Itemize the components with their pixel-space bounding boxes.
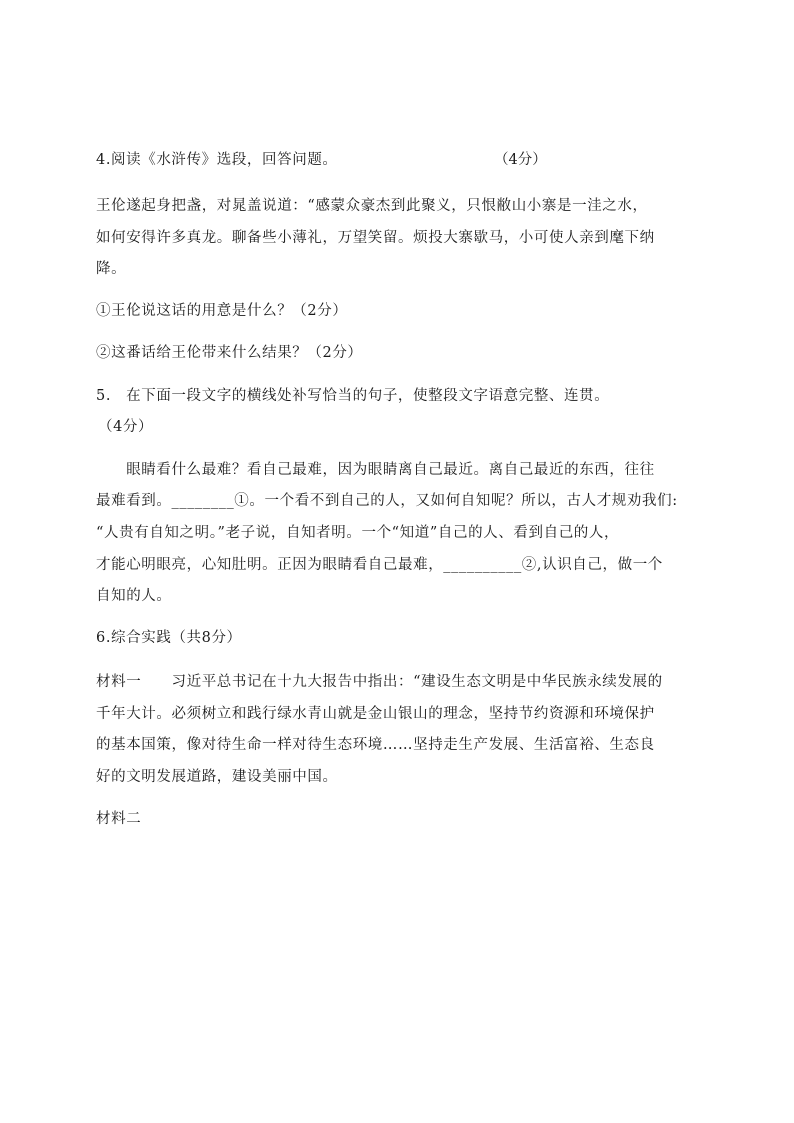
q6-title: 6.综合实践（共8分） <box>96 630 242 646</box>
q5-passage-line-1: 眼睛看什么最难？看自己最难，因为眼睛离自己最近。离自己最近的东西，往往 <box>96 462 655 478</box>
q4-sub-question-1: ①王伦说这话的用意是什么？（2分） <box>96 303 348 319</box>
q6-material1-line-1: 材料一 习近平总书记在十九大报告中指出：“建设生态文明是中华民族永续发展的 <box>96 674 663 690</box>
q4-passage-line-1: 王伦遂起身把盏，对晁盖说道：“感蒙众豪杰到此聚义，只恨敝山小寨是一洼之水， <box>96 198 648 214</box>
q5-passage-line-5: 自知的人。 <box>96 588 172 604</box>
q5-passage-line-3: “人贵有自知之明。”老子说，自知者明。一个“知道”自己的人、看到自己的人， <box>96 525 620 541</box>
q5-passage-line-2: 最难看到。________①。一个看不到自己的人，又如何自知呢？所以，古人才规劝我们: <box>96 493 678 509</box>
q6-material1-line-3: 的基本国策，像对待生命一样对待生态环境……坚持走生产发展、生活富裕、生态良 <box>96 737 655 753</box>
q6-material1-line-2: 千年大计。必须树立和践行绿水青山就是金山银山的理念，坚持节约资源和环境保护 <box>96 706 655 722</box>
q5-score: （4分） <box>98 419 154 435</box>
q4-score: （4分） <box>494 152 547 168</box>
q5-passage-line-4: 才能心明眼亮，心知肚明。正因为眼睛看自己最难，__________②,认识自己，做一个 <box>96 557 663 573</box>
q6-material2-label: 材料二 <box>96 811 142 827</box>
q4-passage-line-2: 如何安得许多真龙。聊备些小薄礼，万望笑留。烦投大寨歇马，小可使人亲到麾下纳 <box>96 230 655 246</box>
q6-material1-line-4: 好的文明发展道路，建设美丽中国。 <box>96 769 338 785</box>
q4-passage-line-3: 降。 <box>96 261 127 277</box>
q4-title: 4.阅读《水浒传》选段，回答问题。 <box>96 152 338 168</box>
q5-title: 5. 在下面一段文字的横线处补写恰当的句子，使整段文字语意完整、连贯。 <box>96 388 610 404</box>
q4-sub-question-2: ②这番话给王伦带来什么结果？（2分） <box>96 345 363 361</box>
